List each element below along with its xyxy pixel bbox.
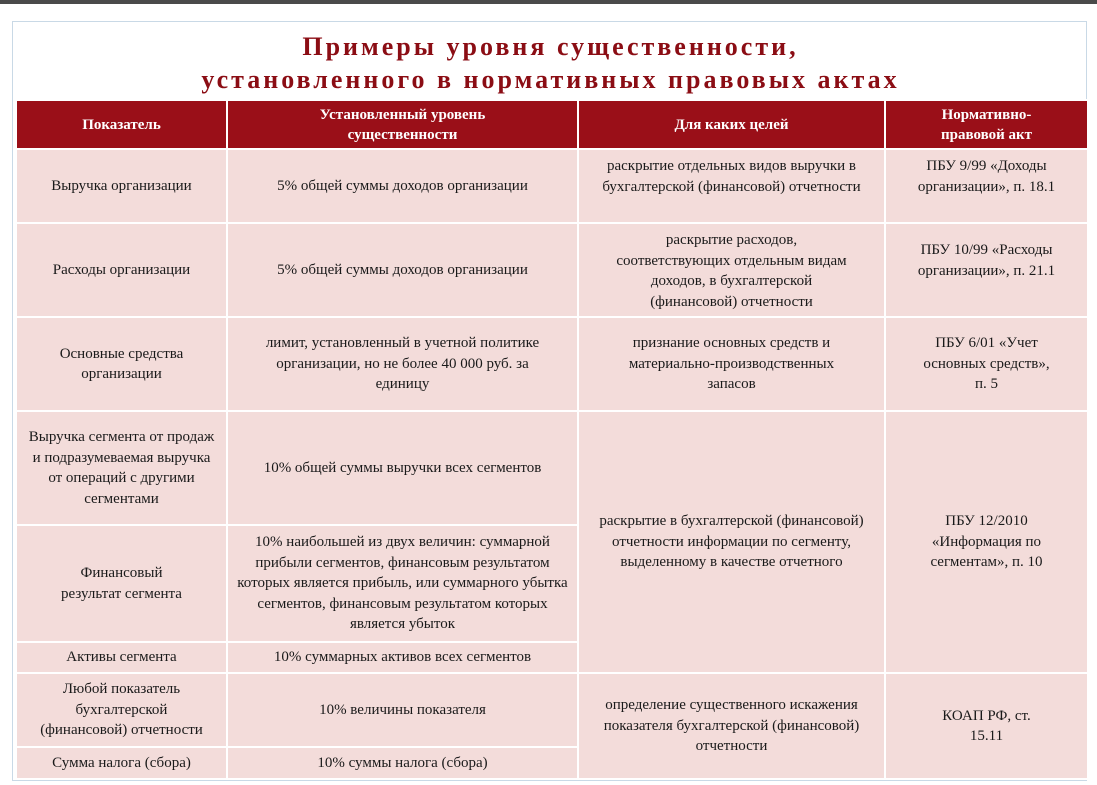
page-title <box>13 30 1088 96</box>
table-row <box>16 223 1088 317</box>
cell-indicator: Финансовый результат сегмента <box>16 525 227 642</box>
title-line-2: установленного в нормативных правовых актах <box>201 65 900 94</box>
header-indicator: Показатель <box>16 100 227 149</box>
table-row <box>16 149 1088 223</box>
header-act <box>885 100 1088 149</box>
cell-indicator: Выручка организации <box>16 149 227 223</box>
cell-purpose-segments: раскрытие в бухгалтерской (финансовой) отчетности информации по сегменту, выделенному в качестве отчетного <box>578 411 885 673</box>
cell-act: ПБУ 9/99 «Доходы организации», п. 18.1 <box>885 149 1088 223</box>
cell-purpose-koap: определение существенного искажения показателя бухгалтерской (финансовой) отчетности <box>578 673 885 779</box>
header-level-line-1: Установленный уровень <box>319 106 486 123</box>
cell-purpose: раскрытие отдельных видов выручки в бухгалтерской (финансовой) отчетности <box>578 149 885 223</box>
cell-act: ПБУ 10/99 «Расходы организации», п. 21.1 <box>885 223 1088 317</box>
top-bar <box>0 0 1097 4</box>
cell-level: лимит, установленный в учетной политике организации, но не более 40 000 руб. за единицу <box>227 317 578 411</box>
cell-purpose: раскрытие расходов, соответствующих отдельным видам доходов, в бухгалтерской (финансовой) отчетности <box>578 223 885 317</box>
header-act-line-2: правовой акт <box>940 126 1032 143</box>
cell-indicator: Выручка сегмента от продаж и подразумеваемая выручка от операций с другими сегментами <box>16 411 227 525</box>
table-row <box>16 411 1088 525</box>
cell-purpose: признание основных средств и материально-производственных запасов <box>578 317 885 411</box>
cell-indicator: Активы сегмента <box>16 642 227 673</box>
cell-act-koap: КОАП РФ, ст. 15.11 <box>885 673 1088 779</box>
cell-level: 5% общей суммы доходов организации <box>227 149 578 223</box>
cell-level: 10% суммарных активов всех сегментов <box>227 642 578 673</box>
table-header-row <box>16 100 1088 149</box>
cell-level: 10% общей суммы выручки всех сегментов <box>227 411 578 525</box>
cell-indicator: Основные средства организации <box>16 317 227 411</box>
header-purpose: Для каких целей <box>578 100 885 149</box>
cell-level: 10% наибольшей из двух величин: суммарной прибыли сегментов, финансовым результатом которых является прибыль, или суммарного убытка сегментов, финансовым результатом которых является убыток <box>227 525 578 642</box>
cell-level: 5% общей суммы доходов организации <box>227 223 578 317</box>
header-level <box>227 100 578 149</box>
cell-level: 10% величины показателя <box>227 673 578 747</box>
materiality-table <box>15 99 1089 780</box>
cell-indicator: Сумма налога (сбора) <box>16 747 227 779</box>
cell-indicator: Любой показатель бухгалтерской (финансовой) отчетности <box>16 673 227 747</box>
table-row <box>16 317 1088 411</box>
cell-act-segments: ПБУ 12/2010 «Информация по сегментам», п. 10 <box>885 411 1088 673</box>
header-act-line-1: Нормативно- <box>941 106 1032 123</box>
header-level-line-2: существенности <box>347 126 458 143</box>
cell-indicator: Расходы организации <box>16 223 227 317</box>
table-row <box>16 673 1088 747</box>
cell-level: 10% суммы налога (сбора) <box>227 747 578 779</box>
title-line-1: Примеры уровня существенности, <box>302 32 799 61</box>
cell-act: ПБУ 6/01 «Учет основных средств», п. 5 <box>885 317 1088 411</box>
